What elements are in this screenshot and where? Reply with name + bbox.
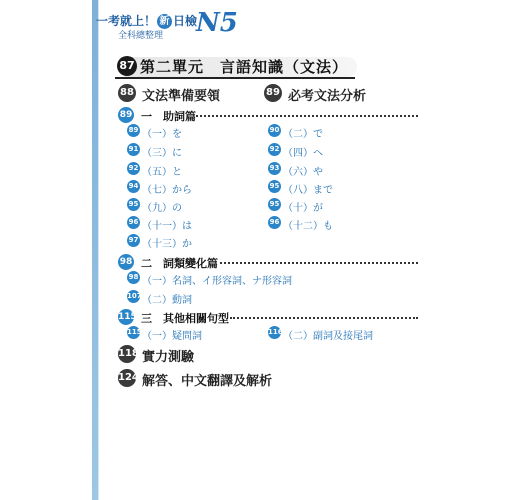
item-page-badge: 95 xyxy=(268,180,281,193)
list-item: （三）に xyxy=(142,148,182,159)
brand-title-a: 一考就上！ xyxy=(96,14,157,28)
section-title: 實力測驗 xyxy=(142,350,195,365)
list-item: （五）と xyxy=(142,167,182,178)
page-edge-line xyxy=(98,0,99,500)
item-page-badge: 96 xyxy=(127,216,140,229)
item-page-badge: 92 xyxy=(127,162,140,175)
part-page-badge: 98 xyxy=(118,254,134,270)
book-brand xyxy=(96,4,256,44)
list-item: （二）動詞 xyxy=(142,295,192,306)
section-page-badge: 88 xyxy=(118,84,136,102)
section-page-badge: 89 xyxy=(264,84,282,102)
item-page-badge: 91 xyxy=(127,143,140,156)
list-item: （四）へ xyxy=(283,148,323,159)
list-item: （六）や xyxy=(283,167,323,178)
brand-title xyxy=(96,12,197,29)
list-item: （一）を xyxy=(142,129,182,140)
section-page-badge: 118 xyxy=(118,345,136,363)
section-title: 解答、中文翻譯及解析 xyxy=(142,374,273,389)
part-title: 一 助詞篇 xyxy=(141,110,196,123)
part-title: 三 其他相關句型 xyxy=(141,312,229,325)
item-page-badge: 116 xyxy=(268,326,281,339)
item-page-badge: 98 xyxy=(127,271,140,284)
brand-level: N5 xyxy=(196,8,238,38)
list-item: （九）の xyxy=(142,203,182,214)
item-page-badge: 96 xyxy=(268,216,281,229)
unit-title: 第二單元 言語知識（文法） xyxy=(140,58,349,76)
part-page-badge: 115 xyxy=(118,309,134,325)
list-item: （七）から xyxy=(142,185,192,196)
list-item: （一）名詞、イ形容詞、ナ形容詞 xyxy=(142,276,292,287)
dotted-leader xyxy=(230,317,418,319)
item-page-badge: 95 xyxy=(127,198,140,211)
item-page-badge: 115 xyxy=(127,326,140,339)
item-page-badge: 95 xyxy=(268,198,281,211)
list-item: （二）副詞及接尾詞 xyxy=(283,331,373,342)
brand-new-badge: 新 xyxy=(157,14,172,29)
brand-subtitle: 全科總整理 xyxy=(118,31,164,41)
list-item: （十一）は xyxy=(142,221,192,232)
unit-page-badge: 87 xyxy=(117,56,137,76)
part-page-badge: 89 xyxy=(118,107,134,123)
list-item: （十三）か xyxy=(142,239,192,250)
list-item: （一）疑問詞 xyxy=(142,331,202,342)
item-page-badge: 89 xyxy=(127,124,140,137)
dotted-leader xyxy=(220,262,418,264)
item-page-badge: 92 xyxy=(268,143,281,156)
list-item: （十二）も xyxy=(283,221,333,232)
section-page-badge: 124 xyxy=(118,369,136,387)
list-item: （二）で xyxy=(283,129,323,140)
brand-title-b: 日檢 xyxy=(173,14,198,28)
list-item: （十）が xyxy=(283,203,323,214)
item-page-badge: 97 xyxy=(127,234,140,247)
item-page-badge: 93 xyxy=(268,162,281,175)
item-page-badge: 90 xyxy=(268,124,281,137)
section-title: 文法準備要領 xyxy=(142,89,221,104)
dotted-leader xyxy=(196,115,418,117)
section-title: 必考文法分析 xyxy=(288,89,367,104)
list-item: （八）まで xyxy=(283,185,333,196)
item-page-badge: 107 xyxy=(127,290,140,303)
part-title: 二 詞類變化篇 xyxy=(141,257,218,270)
item-page-badge: 94 xyxy=(127,180,140,193)
